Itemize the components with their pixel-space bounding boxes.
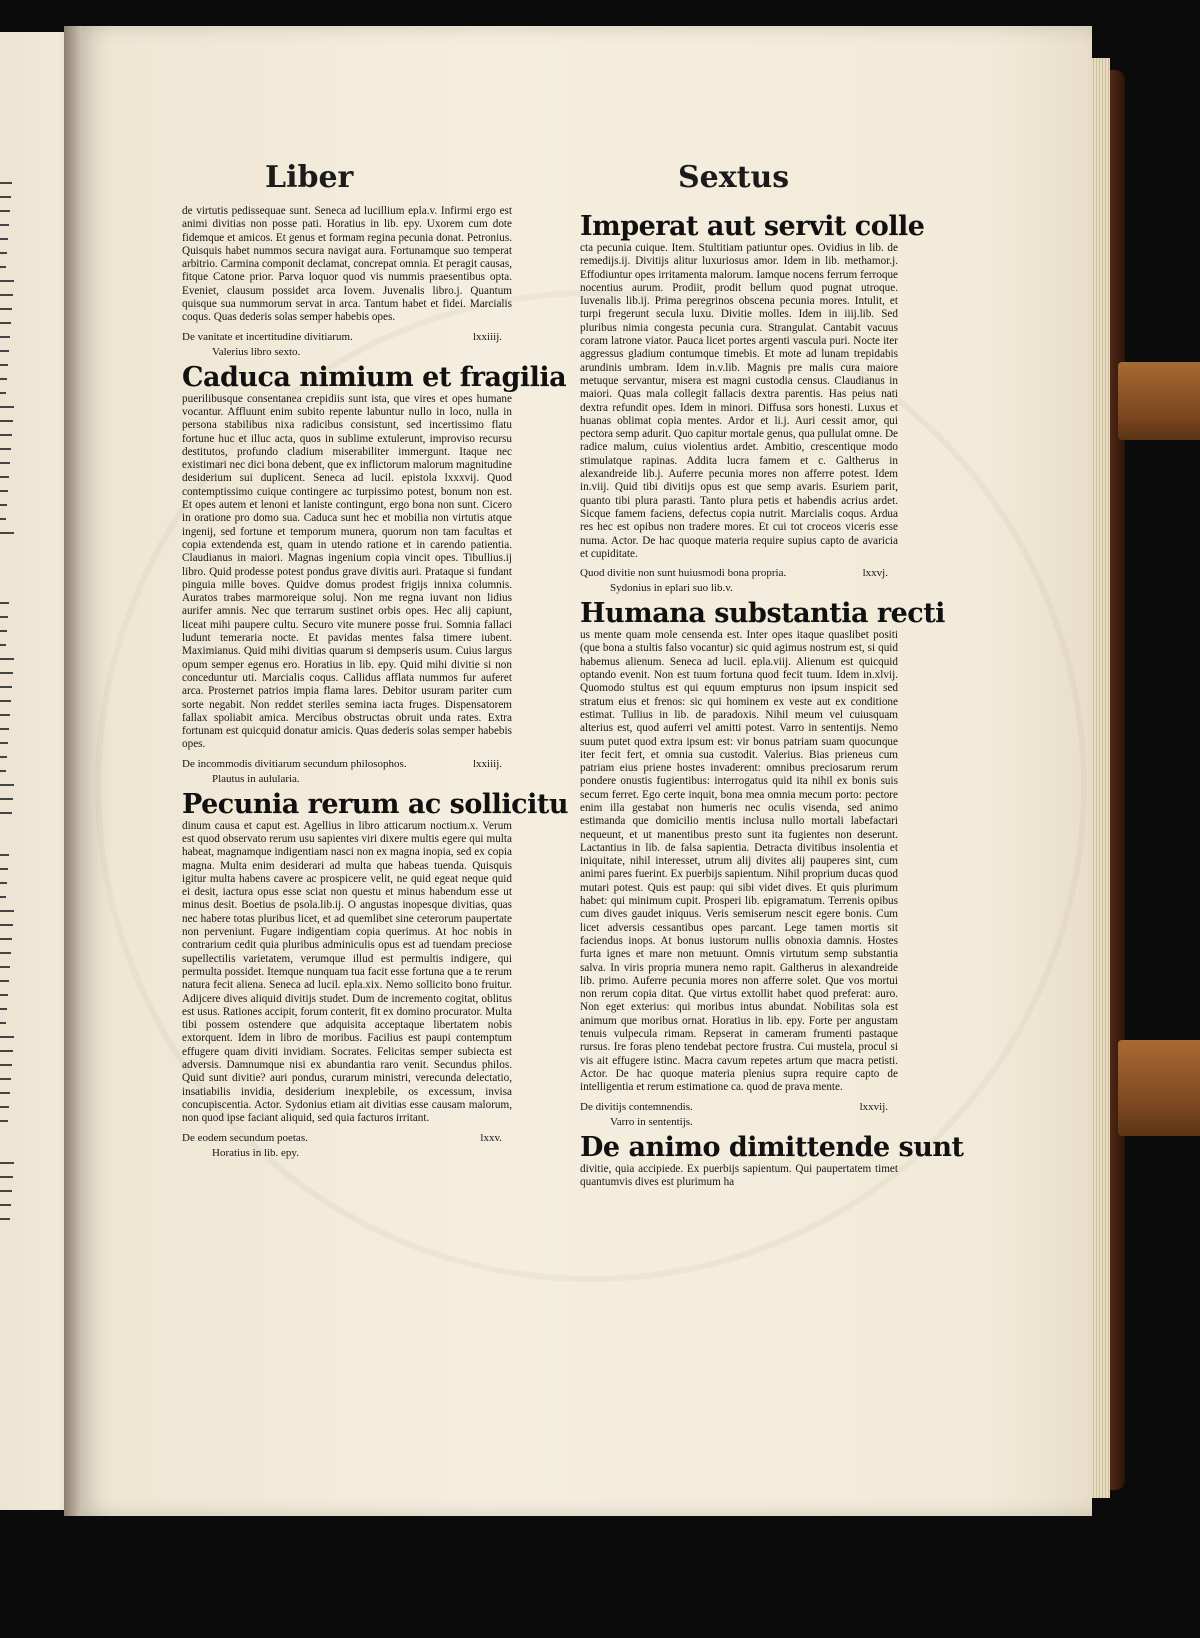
chapter-number: lxxiiij. xyxy=(472,330,502,343)
left-page-text-line xyxy=(0,1008,7,1010)
left-page-text-line xyxy=(0,336,10,338)
left-page-text-line xyxy=(0,280,14,282)
left-page-text-line xyxy=(0,448,11,450)
chapter-title: De vanitate et incertitudine divitiarum. xyxy=(182,330,353,343)
left-page-text-line xyxy=(0,1092,10,1094)
left-page-text-line xyxy=(0,1036,14,1038)
chapter-heading xyxy=(580,567,898,580)
clasp-strap-lower xyxy=(1118,1040,1200,1136)
left-page-text-line xyxy=(0,1022,6,1024)
left-page-text-line xyxy=(0,868,8,870)
left-page-text-line xyxy=(0,364,8,366)
text-column-right xyxy=(580,211,964,1189)
left-page-text-line xyxy=(0,1204,11,1206)
left-page-text-line xyxy=(0,602,9,604)
left-page-text-line xyxy=(0,476,9,478)
chapter-opening-line: Imperat aut servit colle xyxy=(580,211,925,242)
left-page-text-line xyxy=(0,980,9,982)
source-attribution: Horatius in lib. epy. xyxy=(212,1146,299,1159)
body-text: dinum causa et caput est. Agellius in libro atticarum noctium.x. Verum est quod observato rerum usu sapientes viri dixere multis egere qui multa habeat, magnamque indigentiam nasci non ex magna inopia, sed ex copia magna. Multa enim desiderari ad multa que habeas tuenda. Quisquis igitur multa habens cavere ac prospicere velit, ne quid egeat neque quid ei desit, iactura opus esse sciat non questu et minus habendum esse ut minus desit. Boetius de psola.lib.ij. O angustas inopesque divitias, quas nec habere totas pluribus licet, et ad quemlibet sine ceterorum paupertate non perveniunt. Fugare indigentiam copia querimus. At hoc nobis in contrarium cedit quia pluribus adminiculis opus est ad tuendam preciose supellectilis varietatem, verumque illud est permultis indigere, qui permulta possidet. Itemque nunquam tua facit esse fortuna que a te rerum natura fecit aliena. Seneca ad lucil. epla.xix. Nemo sollicito bono fruitur. Adijcere dives aliquid divitijs studet. Dum de incremento cogitat, oblitus est usus. Rationes accipit, forum conterit, fit ex domino procurator. Multa tibi possem ostendere que adquisita acceptaque libertatem nobis extorquent. Idem in libro de moribus. Facilius est paupi contemptum effugere quam diviti invidiam. Socrates. Felicitas semper subiecta est adversis. Damnumque nisi ex abundantia raro venit. Secundus philos. Quid sunt divitie? auri pondus, curarum ministri, verecunda delectatio, insatiabilis invidia, desiderium inexplebile, os excessum, invisa concupiscentia. Actor. Sydonius etiam ait divitias esse causam malorum, non quod ipse faciant aliquid, sed quia facturos irritant. xyxy=(182,819,512,1125)
left-page-text-line xyxy=(0,532,14,534)
left-page-text-line xyxy=(0,630,7,632)
left-page-text-line xyxy=(0,1106,9,1108)
body-text: de virtutis pedissequae sunt. Seneca ad lucillium epla.v. Infirmi ergo est animi divitias non posse pati. Horatius in lib. epy. Uxorem cum dote fidemque et amicos. Et genus et formam regina pecunia donat. Petronius. Quisquis habet nummos secura navigat aura. Fortunamque suo temperat arbitrio. Carmina componit declamat, concrepat omnia. Et peragit causas, fitque Catone prior. Parva loquor quod vis nummis praesentibus opta. Eveniet, clausum possidet arca Iovem. Juvenalis libro.j. Quantum quisque sua nummorum servat in arca. Tantum habet et fidei. Marcialis coqus. Quas dederis solas semper habebis opes. xyxy=(182,205,512,324)
left-page-text-line xyxy=(0,700,11,702)
left-page-text-line xyxy=(0,756,7,758)
left-page-text-line xyxy=(0,924,13,926)
left-page-text-line xyxy=(0,1064,12,1066)
left-page-text-line xyxy=(0,994,8,996)
chapter-opening-line: De animo dimittende sunt xyxy=(580,1131,964,1163)
source-attribution: Varro in sententijs. xyxy=(610,1115,693,1128)
chapter-number: lxxvij. xyxy=(859,1100,888,1113)
left-page-text-line xyxy=(0,1190,12,1192)
left-page-text-line xyxy=(0,966,10,968)
left-page-text-line xyxy=(0,420,13,422)
body-text: us mente quam mole censenda est. Inter opes itaque quaslibet positi (que bona a stultis falso vocantur) sic quid agimus nostrum est, si quid habemus alienum. Seneca ad lucil. epla.viij. Alienum est quicquid optando evenit. Non est tuum fortuna quod fecit tuum. Idem in.xlvij. Quomodo stultus est qui equum empturus non ipsum inspicit sed stratum eius et frenos: sic qui hominem ex veste aut ex conditione estimat. Tullius in lib. de paradoxis. Nihil meum vel cuiusquam alterius est, quod auferri vel amitti potest. Varro in sententijs. Nemo suum putet quod extra ipsum est: vir bonus patriam suam quocunque iter fecit fert, et omnia sua custodit. Valerius. Bias prieneus cum patriam eius priene hostes invaderent: omnibus preciosarum rerum pondere onustis fugientibus: interrogatus quid ita nihil ex bonis suis secum ferret. Ego certe inquit, bona mea omnia mecum porto: pectore enim illa gestabat non humeris nec oculis visenda, sed animo estimanda que domicilio mentis inclusa nullo mortali labefactari nequeunt, et ut manentibus presto sunt ita fugientes non deserunt. Lactantius in lib. de falsa sapientia. Detracta divitibus insolentia et iniquitate, nihil interesset, utrum alij divites alij pauperes sint, cum animi pares fuerint. Ex puerbijs sapientum. Nihil proprium ducas quod mutari potest. Quis est paup: qui sibi videt dives. Et quis plurimum habet: qui minimum cupit. Prosperi lib. epigramatum. Terrenis opibus cum dives gaudet iniquus. Veris semiserum nescit egere bonis. Cum licet adversis cessantibus opes parcant. Lege tamen mortis sit faciendus inops. At bonus iustorum nullis obnoxia damnis. Hostes furta ignes et mare non metuunt. Omnis virtutum semp substantia salva. In viris propria munera nemo rapit. Galtherus in alexandreide lib. primo. Auferre pecunia mores non afferre solet. Que vos mortui non rerum copia ditat. Que virtus extollit habet quod preferat: auro. Non eget exterius: qui moribus intus abundat. Nobilitas sola est animum que moribus ornat. Horatius in lib. epy. Forte per angustam tenuis vulpecula rimam. Repserat in cameram frumenti pastaque rursus. Ire foras pleno tendebat pectore frustra. Cui mustela, procul si vis ait effugere istinc. Macra cavum repetes artum que macra petisti. Actor. De hac quoque materia plenius supra require capto de intelligentia et rerum estimatione ca. quod de prava mente. xyxy=(580,629,898,1094)
chapter-title: De incommodis divitiarum secundum philosophos. xyxy=(182,757,407,770)
left-page-text-line xyxy=(0,294,13,296)
chapter-title: De eodem secundum poetas. xyxy=(182,1131,308,1144)
chapter-number: lxxv. xyxy=(480,1131,502,1144)
running-head-right: Sextus xyxy=(678,160,790,195)
left-page-text-line xyxy=(0,812,12,814)
left-page-text-line xyxy=(0,322,11,324)
left-page-text-line xyxy=(0,210,10,212)
left-page-text-line xyxy=(0,658,14,660)
chapter-number: lxxvj. xyxy=(862,567,888,580)
left-page-text-line xyxy=(0,910,14,912)
chapter-heading xyxy=(182,331,512,344)
left-page-text-line xyxy=(0,742,8,744)
chapter-opening-line: Humana substantia recti xyxy=(580,598,945,630)
left-page-text-line xyxy=(0,378,7,380)
left-page-text-line xyxy=(0,252,7,254)
left-page-text-line xyxy=(0,686,12,688)
left-page-text-line xyxy=(0,490,8,492)
left-page-text-line xyxy=(0,406,14,408)
left-page-text-line xyxy=(0,1078,11,1080)
left-page-text-line xyxy=(0,392,6,394)
body-text: divitie, quia accipiede. Ex puerbijs sapientum. Qui paupertatem timet quantumvis dives est plurimum ha xyxy=(580,1162,898,1188)
left-page-text-line xyxy=(0,504,7,506)
clasp-strap-upper xyxy=(1118,362,1200,440)
left-page-text-line xyxy=(0,714,10,716)
page-gutter xyxy=(64,26,82,1516)
left-page-text-line xyxy=(0,644,6,646)
body-text: puerilibusque consentanea crepidiis sunt ista, que vires et opes humane vocantur. Affluunt enim subito repente labuntur nullo in loco, nulla in persona stabilibus nixa radicibus consistunt, sed incertissimo flatu fortune huc et illuc acta, quos in sublime extulerunt, improviso recursu destitutos, profundo cladium miserabiliter immergunt. Itaque nec existimari nec dici bona debent, que ex inflictorum malorum magnitudine desiderium sui duplicent. Seneca ad lucil. epistola lxxxvij. Quod contemptissimo cuique contingere ac turpissimo potest, bonum non est. Et opes autem et lenoni et laniste contingunt, ergo bona non sunt. Cicero in oratione pro domo sua. Caduca sunt hec et mobilia non virtutis atque ingenij, sed fortune et temporum munera, quorum non tam facultas et copia extendenda est, quam in utendo ratione et in carendo patientia. Claudianus in maiori. Magnas ingenium copia vincit opes. Tibullius.ij libro. Quid prodesse potest pondus grave divitis auri. Prataque si fundant pinguia mille boves. Quidve domus prodest frigijs innixa columnis. Auratos trabes marmoreique soluj. Non me regna iuvant non lidius aurifer amnis. Nec que terrarum sustinet orbis opes. Hec alij capiunt, liceat mihi paupere cultu. Securo vite munere posse frui. Somnia fallaci ludunt temeraria nocte. Et pavidas mentes falsa timere iubent. Maximianus. Quid mihi divitias quarum si dempseris usum. Cuius largus opum semper egenus ero. Horatius in lib. epy. Quid mihi divitie si non conceduntur uti. Marcialis coqus. Callidus afflata nummos fur auferet arca. Prosternet patrios impia flama lares. Debitor usuram pariter cum sorte negabit. Non reddet steriles semina iacta fruges. Dispensatorem fallax spoliabit amica. Mercibus obstructas obruit unda rates. Extra fortunam est quicquid donatur amicis. Quas dederis solas semper habebis opes. xyxy=(182,392,512,751)
left-page-text-line xyxy=(0,1218,10,1220)
left-page-text-line xyxy=(0,882,7,884)
left-page-text-line xyxy=(0,238,8,240)
left-page-text-line xyxy=(0,350,9,352)
source-attribution: Plautus in aulularia. xyxy=(212,772,300,785)
left-page-text-line xyxy=(0,938,12,940)
left-page-text-line xyxy=(0,462,10,464)
chapter-title: Quod divitie non sunt huiusmodi bona propria. xyxy=(580,567,787,580)
left-page-text-line xyxy=(0,1120,8,1122)
left-page-text-line xyxy=(0,224,9,226)
left-page-text-line xyxy=(0,798,13,800)
chapter-title: De divitijs contemnendis. xyxy=(580,1100,693,1113)
left-page-text-line xyxy=(0,616,8,618)
left-page-text-line xyxy=(0,182,12,184)
left-page-text-line xyxy=(0,672,13,674)
left-page-text-line xyxy=(0,728,9,730)
chapter-opening-line: Caduca nimium et fragilia xyxy=(182,361,567,393)
text-column-left xyxy=(182,205,568,1164)
left-page-text-line xyxy=(0,896,6,898)
left-page-text-line xyxy=(0,518,6,520)
chapter-opening-line: Pecunia rerum ac sollicitu xyxy=(182,788,568,820)
left-page-text-line xyxy=(0,1162,14,1164)
chapter-heading xyxy=(580,1101,898,1114)
left-page-text-line xyxy=(0,1176,13,1178)
chapter-heading xyxy=(182,758,512,771)
left-page-text-line xyxy=(0,434,12,436)
left-page-text-line xyxy=(0,266,6,268)
left-page-text-line xyxy=(0,196,11,198)
left-page-text-line xyxy=(0,1050,13,1052)
body-text: cta pecunia cuique. Item. Stultitiam patiuntur opes. Ovidius in lib. de remedijs.ij. Divitijs alitur luxuriosus amor. Idem in lib. methamor.j. Effodiuntur opes irritamenta malorum. Iamque nocens ferrum ferroque nocentius aurum. Prodiit, prodit bellum quod pugnat utroque. Iuvenalis lib.ij. Prima peregrinos obscena pecunia mores. Intulit, et turpi fregerunt secula luxu. Divitie molles. Idem in iiij.lib. Sed pluribus nimia congesta pecunia cura. Strangulat. Cantabit vacuus coram latrone viator. Pauca licet portes argenti vascula puri. Nocte iter aggressus gladium contumque timebis. Et mote ad lunam trepidabis arundinis umbram. Idem in.v.lib. Magnis pre malis cura maiore metuque servantur, misera est magni custodia census. Claudianus in maiori. Quas mala collegit fallacis dextra parentis. Has peius nati dextra refundit opes. Idem in minori. Diffusa sors honesti. Luxus et huanas oblimat copia mentes. Ardor et li.j. Auri cessit amor, qui pectora semp adurit. Quo capitur mortale genus, qua pullulat omne. De radice malum, cuius violentius ardet. Ambitio, crescentique modo stimulatque rapinas. Addita lucra famem et c. Galtherus in alexandreide lib.j. Auferre pecunia mores non afferre potest. Idem in.viij. Quid tibi divitijs opus est que semp avaris. Esuriem parit, quanto tibi plura parasti. Tanto plura petis et habendis acrius ardet. Sicque famem faciens, defectus copia nutrit. Marcialis coqus. Ardua res hec est opibus non tradere mores. Et cui tot croceos viceris esse numa. Actor. De hac quoque materia require supius capto de avaricia et cupiditate. xyxy=(580,242,898,560)
chapter-number: lxxiiij. xyxy=(472,757,502,770)
left-page-text-line xyxy=(0,854,9,856)
left-page-text-line xyxy=(0,308,12,310)
chapter-heading xyxy=(182,1132,512,1145)
left-page-text-line xyxy=(0,784,14,786)
running-head-left: Liber xyxy=(265,160,354,195)
source-attribution: Sydonius in eplari suo lib.v. xyxy=(610,582,733,595)
source-attribution: Valerius libro sexto. xyxy=(212,345,301,358)
left-page-text-line xyxy=(0,952,11,954)
left-page-text-line xyxy=(0,770,6,772)
